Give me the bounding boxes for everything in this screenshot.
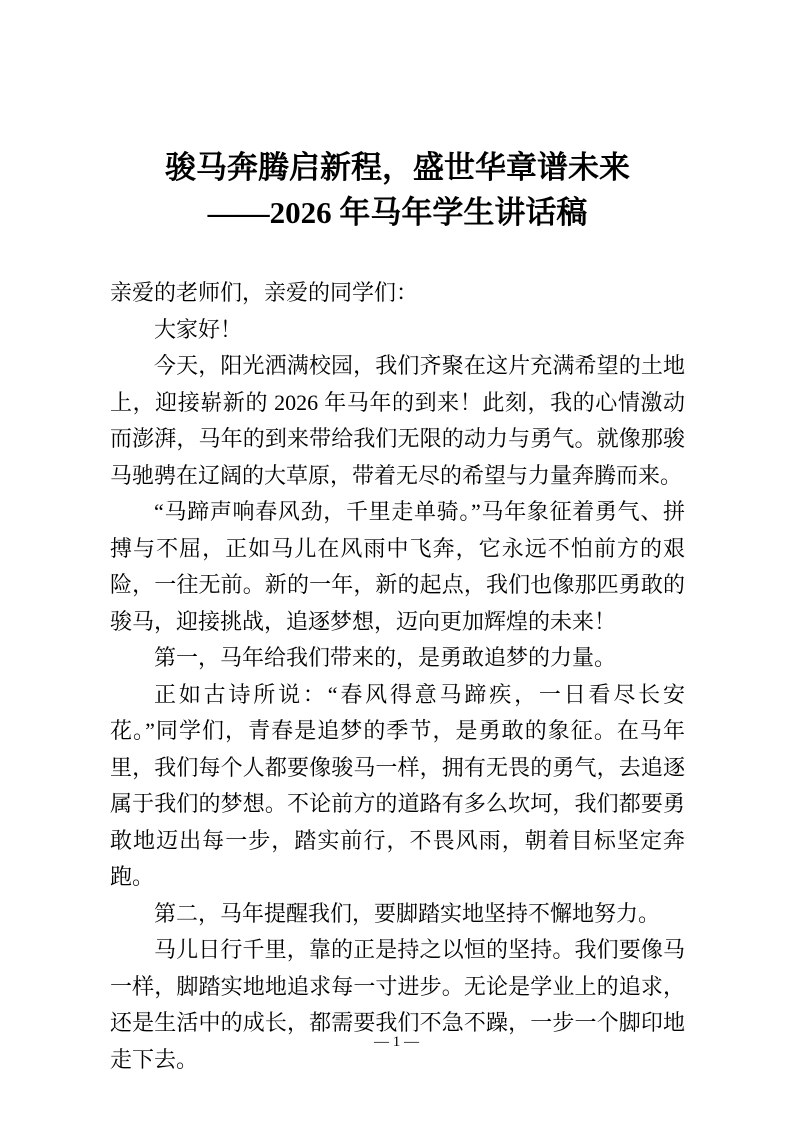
paragraph-greeting: 大家好！ xyxy=(154,316,243,342)
paragraph-intro: 今天，阳光洒满校园，我们齐聚在这片充满希望的土地上，迎接崭新的 2026 年马年的到来！此刻，我的心情激动而澎湃，马年的到来带给我们无限的动力与勇气。就像那骏马驰骋在辽阔的大草原，带着无尽的希望与力量奔腾而来。 xyxy=(110,353,685,488)
paragraph-point-one-heading: 第一，马年给我们带来的，是勇敢追梦的力量。 xyxy=(154,645,617,670)
document-content xyxy=(110,145,685,1078)
title-line-2: ——2026 年马年学生讲话稿 xyxy=(207,195,588,230)
document-title xyxy=(110,145,685,235)
page-number: — 1 — xyxy=(374,1034,419,1050)
document-body xyxy=(110,275,685,1078)
paragraph-salutation: 亲爱的老师们，亲爱的同学们： xyxy=(110,280,419,305)
paragraph-point-one-body: 正如古诗所说：“春风得意马蹄疾，一日看尽长安花。”同学们，青春是追梦的季节，是勇敢的象征。在马年里，我们每个人都要像骏马一样，拥有无畏的勇气，去追逐属于我们的梦想。不论前方的道路有多么坎坷，我们都要勇敢地迈出每一步，踏实前行，不畏风雨，朝着目标坚定奔跑。 xyxy=(110,681,685,889)
paragraph-poem-spirit: “马蹄声响春风劲，千里走单骑。”马年象征着勇气、拼搏与不屈，正如马儿在风雨中飞奔，它永远不怕前方的艰险，一往无前。新的一年，新的起点，我们也像那匹勇敢的骏马，迎接挑战，追逐梦想，迈向更加辉煌的未来！ xyxy=(110,499,685,634)
paragraph-point-two-body: 马儿日行千里，靠的正是持之以恒的坚持。我们要像马一样，脚踏实地地追求每一寸进步。无论是学业上的追求，还是生活中的成长，都需要我们不急不躁，一步一个脚印地走下去。 xyxy=(110,937,685,1072)
title-line-1: 骏马奔腾启新程，盛世华章谱未来 xyxy=(165,150,630,185)
paragraph-point-two-heading: 第二，马年提醒我们，要脚踏实地坚持不懈地努力。 xyxy=(154,900,661,926)
